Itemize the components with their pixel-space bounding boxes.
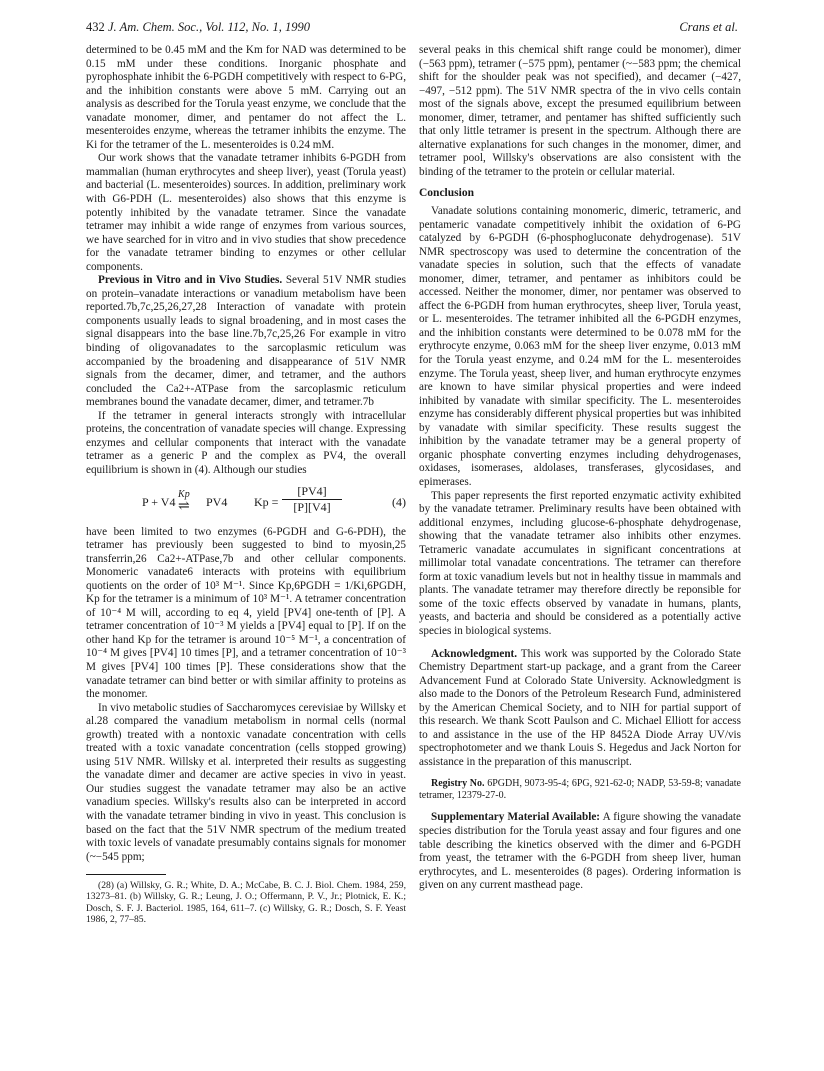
paragraph-binding-considerations: have been limited to two enzymes (6-PGDH and G-6-PDH), the tetramer has previously been suggested to bind to myosin,25 transferrin,26 Ca2+-ATPase,7b and other cellular components. Monomeric vanadate6 interacts with proteins with equilibrium quotients on the order of 10³ M⁻¹. Since Kp,6PGDH = 1/Ki,6PGDH, Kp for the tetramer is a minimum of 10³ M⁻¹. A tetramer concentration of 10⁻⁴ M will, according to eq 4, yield [PV4] one-tenth of [P]. A tetramer concentration of 10⁻³ M yields a [PV4] equal to [P]. If on the other hand Kp for the tetramer is around 10⁻⁵ M⁻¹, a concentration of 10⁻⁴ M gives [PV4] 10 times [P], and a tetramer concentration of 10⁻³ M gives [PV4] 100 times [P]. These considerations show that the vanadate tetramer can bind better or with similar affinity to proteins as the monomer. — [86, 525, 406, 701]
runin-heading-previous-studies: Previous in Vitro and in Vivo Studies. — [98, 274, 283, 287]
paragraph-previous-studies — [86, 274, 406, 409]
footnote-28: (28) (a) Willsky, G. R.; White, D. A.; McCabe, B. C. J. Biol. Chem. 1984, 259, 13273–81. (b) Willsky, G. R.; Leung, J. O.; Offermann, P. V., Jr.; Plotnick, E. K.; Dosch, S. F. J. Bacteriol. 1985, 164, 611–7. (c) Willsky, G. R.; Dosch, S. F. Yeast 1986, 2, 77–85. — [86, 880, 406, 925]
equation-product: PV4 — [206, 494, 228, 509]
footnote-divider — [86, 874, 166, 875]
paragraph-tetramer-sources: Our work shows that the vanadate tetramer inhibits 6-PGDH from mammalian (human erythrocytes and sheep liver), yeast (Torula yeast) and bacterial (L. mesenteroides) sources. In addition, preliminary work with G6-PDH (L. mesenteroides) also shows that this enzyme is potently inhibited by the vanadate tetramer. Since the vanadate tetramer may inhibit a wide range of enzymes from various sources, we have searched for in vitro and in vivo studies that show precedence for the vanadate tetramer binding to enzymes or other cellular components. — [86, 152, 406, 273]
registry-text: 6PGDH, 9073-95-4; 6PG, 921-62-0; NADP, 53-59-8; vanadate tetramer, 12379-27-0. — [419, 778, 741, 802]
supplementary-paragraph — [419, 811, 741, 892]
journal-citation — [108, 20, 310, 35]
arrow-glyph: ⇌ — [178, 499, 190, 515]
conclusion-heading: Conclusion — [419, 187, 474, 200]
equation-reactants: P + V4 — [142, 494, 176, 509]
running-header — [86, 20, 738, 36]
equation-fraction — [282, 485, 342, 515]
fraction-denominator: [P][V4] — [293, 500, 331, 515]
journal-name: J. Am. Chem. Soc., — [108, 20, 203, 34]
equation-kp-label: Kp = — [254, 494, 279, 509]
journal-volume: Vol. 112, No. 1, 1990 — [205, 20, 310, 34]
fraction-numerator: [PV4] — [282, 485, 342, 501]
running-authors: Crans et al. — [679, 20, 738, 34]
right-column — [419, 44, 741, 893]
supplementary-text: A figure showing the vanadate species distribution for the Torula yeast assay and four figures and one table describing the kinetics observed with the dimer and 6-PGDH from yeast, the tetramer with the 6-PGDH from sheep liver, human erythrocytes, and L. mesenteroides (8 pages). Ordering information is given on any current masthead page. — [419, 811, 741, 892]
equilibrium-arrow — [178, 488, 190, 514]
arrow-label: Kp — [178, 488, 190, 500]
supplementary-heading: Supplementary Material Available: — [431, 811, 601, 824]
equation-number: (4) — [392, 494, 406, 509]
acknowledgment-text: This work was supported by the Colorado State Chemistry Department start-up package, and a grant from the Career Advancement Fund at Colorado State University. Acknowledgment is also made to the Donors of the Petroleum Research Fund, administered by the American Chemical Society, and to NIH for partial support of this research. We thank Scott Paulson and C. Michael Elliott for access to and assistance in the use of the HP 8452A Diode Array UV/vis spectrophotometer and we thank Louis S. Hegedus and Jack Norton for assistance in the preparation of this manuscript. — [419, 647, 741, 768]
acknowledgment-paragraph — [419, 648, 741, 770]
paragraph-in-vivo-studies: In vivo metabolic studies of Saccharomyces cerevisiae by Willsky et al.28 compared the vanadium metabolism in normal cells (normal growth) treated with a nontoxic vanadate concentration with cells treated with a toxic vanadate concentration (cells stopped growing) using 51V NMR. Willsky et al. interpreted their results as suggesting the vanadate dimer and decamer are active species in vivo in yeast. Our studies suggest the vanadate tetramer may also be an active vanadium species. Willsky's results also can be interpreted in accord with the vanadate tetramer binding in vivo in yeast. This conclusion is based on the fact that the 51V NMR spectrum of the medium treated with toxic levels of vanadate presumably contains signals for monomer (~−545 ppm; — [86, 701, 406, 863]
paragraph-conclusion-1: Vanadate solutions containing monomeric, dimeric, tetrameric, and pentameric vanadate competitively inhibit the oxidation of 6-PG catalyzed by 6-PGDH (6-phosphogluconate dehydrogenase). 51V NMR spectroscopy was used to determine the concentration of the vanadate species in solution, such that the effects of vanadate monomer, dimer, tetramer, and pentamer as inhibitors could be accessed. Neither the monomer, dimer, nor pentamer was observed to affect the 6-PGDH from human erythrocytes, sheep liver, Torula yeast, or L. mesenteroides. The tetramer inhibited all the 6-PGDH enzymes, and the inhibition constants were determined to be 0.078 mM for the erythrocyte enzyme, 0.063 mM for the sheep liver enzyme, 0.013 mM for the Torula yeast enzyme, and 0.24 mM for the L. mesenteroides enzyme. The Torula yeast, sheep liver, and human erythrocyte enzymes are known to have similar physical properties and were indeed inhibited by vanadate with similar specificity. The L. mesenteroides enzyme has considerably different physical properties but was inhibited by vanadate with similar specificity. These results suggest the inhibition by the vanadate tetramer may be a general property of organic phosphate converting enzymes including dehydrogenases, oxidases, isomerases, aldolases, transferases, glycosidases, and epimerases. — [419, 205, 741, 488]
paragraph-chemical-shifts: several peaks in this chemical shift range could be monomer), dimer (−563 ppm), tetramer (−575 ppm), pentamer (~−583 ppm; the chemical shift for the shoulder peak was not specified), and decamer (−427, −497, −512 ppm). The 51V NMR spectra of the in vivo cells contain most of the signals above, except the presumed equilibrium between monomer, dimer, tetramer, and pentamer has shifted sufficiently such that only little tetramer is present in the spectrum. Although there are alternative explanations for such changes in the monomer, dimer, and tetramer pool, Willsky's observations are also consistent with the binding of the tetramer to the protein or cellular material. — [419, 44, 741, 178]
acknowledgment-heading: Acknowledgment. — [431, 647, 518, 660]
left-column — [86, 44, 406, 925]
equation-4 — [86, 484, 406, 520]
paragraph-conclusion-2: This paper represents the first reported enzymatic activity exhibited by the vanadate tetramer. Preliminary results have been obtained with additional enzymes, including glucose-6-phosphate dehydrogenase, showing that the vanadate tetramer also inhibits other enzymes. Tetrameric vanadate accumulates in significant concentrations at millimolar total vanadate concentrations. The tetramer can therefore form at toxic vanadium levels but not in healthy tissue in mammals and plants. The vanadate tetramer may therefore directly be reponsible for some of the toxic effects observed by vanadate in humans, plants, yeasts, and bacteria and should be considered as a potentially active species in biological systems. — [419, 489, 741, 637]
registry-heading: Registry No. — [431, 778, 485, 790]
paragraph-continued: determined to be 0.45 mM and the Km for NAD was determined to be 0.15 mM under these conditions. Inorganic phosphate and pyrophosphate inhibit the 6-PGDH competitively with respect to 6-PG, and the inhibition constants were above 5 mM. Carrying out an analysis as described for the Torula yeast enzyme, we conclude that the vanadate monomer, dimer, and pentamer do not affect the L. mesenteroides enzyme, whereas the tetramer inhibits the enzyme. The Ki for the tetramer of the L. mesenteroides is 0.24 mM. — [86, 44, 406, 151]
previous-studies-text: Several 51V NMR studies on protein–vanadate interactions or vanadium metabolism have been reported.7b,7c,25,26,27,28 Interaction of vanadate with protein components usually leads to signal broadening, and in most cases the signal disappears into the base line.7b,7c,25,26 For example in vitro binding of oligovanadates to the sarcoplasmic reticulum was accompanied by the broadening and disappearance of 51V NMR signals from the decamer, dimer, and tetramer, and the authors concluded the Ca2+-ATPase from the sarcoplasmic reticulum membranes bound the vanadate decamer, dimer, and tetramer.7b — [86, 274, 406, 409]
paragraph-equilibrium-intro: If the tetramer in general interacts strongly with intracellular proteins, the concentration of vanadate species will change. Expressing enzymes and cellular components that interact with the vanadate tetramer as a generic P and the complex as PV4, the overall equilibrium is shown in (4). Although our studies — [86, 409, 406, 476]
registry-paragraph — [419, 778, 741, 802]
page-number: 432 — [86, 20, 105, 34]
